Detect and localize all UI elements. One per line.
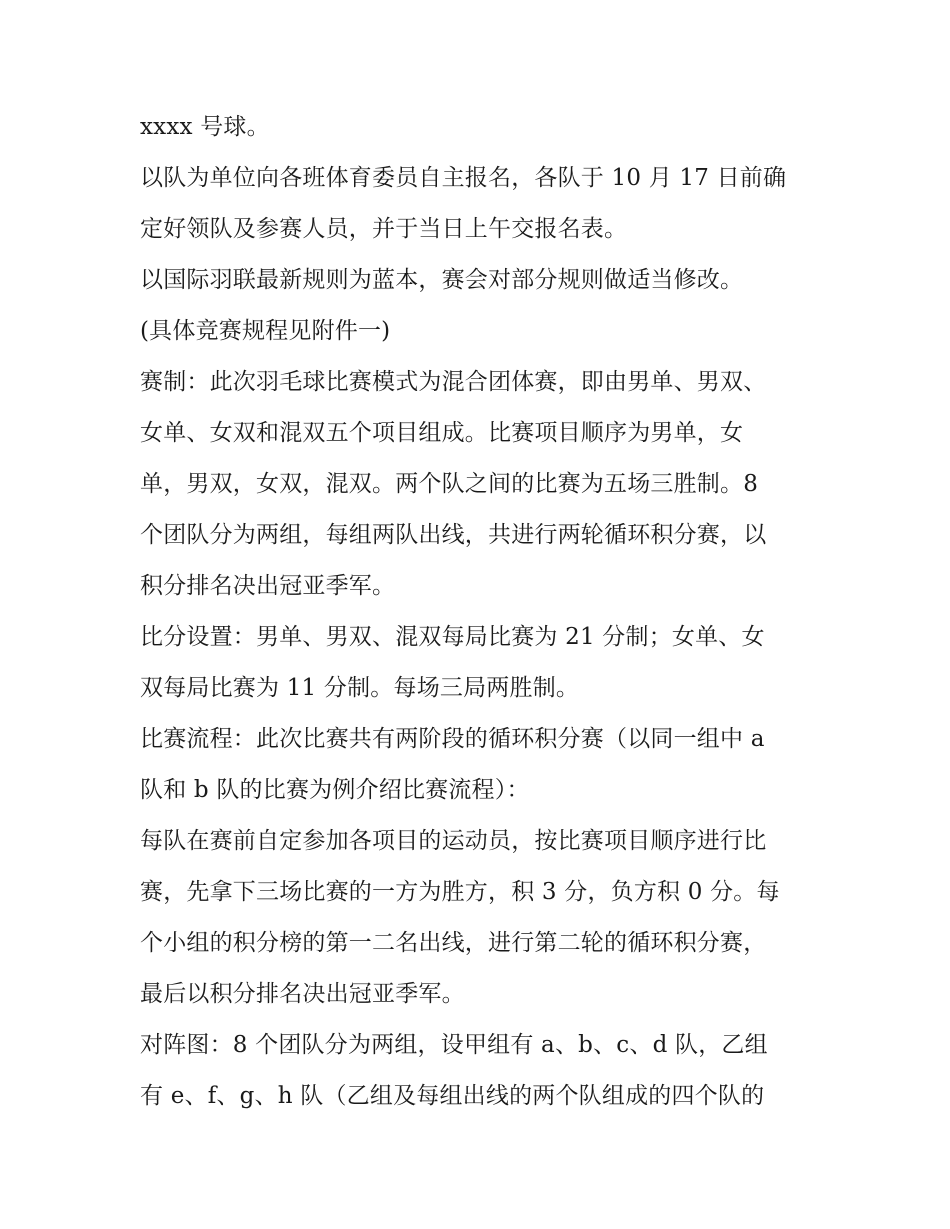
text-line: (具体竞赛规程见附件一) [140, 318, 391, 344]
text-line: 女单、女双和混双五个项目组成。比赛项目顺序为男单，女 [140, 420, 744, 446]
text-line: 赛，先拿下三场比赛的一方为胜方，积 3 分，负方积 0 分。每 [140, 879, 780, 905]
text-line: 赛制：此次羽毛球比赛模式为混合团体赛，即由男单、男双、 [140, 369, 767, 395]
document-page [140, 102, 830, 1122]
text-line: xxxx 号球。 [140, 114, 270, 140]
text-line: 有 e、f、g、h 队（乙组及每组出线的两个队组成的四个队的 [140, 1083, 765, 1109]
text-line: 比分设置：男单、男双、混双每局比赛为 21 分制；女单、女 [140, 624, 765, 650]
text-line: 个团队分为两组，每组两队出线，共进行两轮循环积分赛，以 [140, 522, 767, 548]
text-line: 单，男双，女双，混双。两个队之间的比赛为五场三胜制。8 [140, 471, 759, 497]
text-line: 定好领队及参赛人员，并于当日上午交报名表。 [140, 216, 628, 242]
text-line: 以国际羽联最新规则为蓝本，赛会对部分规则做适当修改。 [140, 267, 744, 293]
text-line: 比赛流程：此次比赛共有两阶段的循环积分赛（以同一组中 a [140, 726, 765, 752]
text-line: 对阵图：8 个团队分为两组，设甲组有 a、b、c、d 队，乙组 [140, 1032, 768, 1058]
text-line: 每队在赛前自定参加各项目的运动员，按比赛项目顺序进行比 [140, 828, 767, 854]
text-line: 双每局比赛为 11 分制。每场三局两胜制。 [140, 675, 580, 701]
text-line: 最后以积分排名决出冠亚季军。 [140, 981, 465, 1007]
text-line: 积分排名决出冠亚季军。 [140, 573, 396, 599]
text-line: 以队为单位向各班体育委员自主报名，各队于 10 月 17 日前确 [140, 165, 787, 191]
text-line: 个小组的积分榜的第一二名出线，进行第二轮的循环积分赛， [140, 930, 767, 956]
text-line: 队和 b 队的比赛为例介绍比赛流程）： [140, 777, 530, 803]
